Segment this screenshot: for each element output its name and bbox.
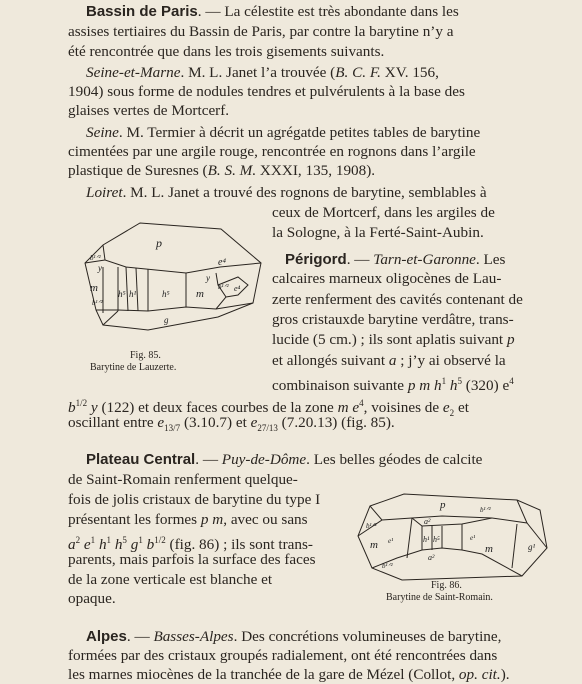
superscript: 1 bbox=[441, 376, 447, 386]
crystal-edge bbox=[136, 268, 138, 311]
text-line: formées par des cristaux groupés radialement, ont été rencontrées dans bbox=[68, 647, 498, 664]
locality: Seine-et-Marne bbox=[86, 64, 181, 81]
section-heading: Plateau Central bbox=[86, 451, 196, 468]
face-label: m bbox=[196, 288, 204, 300]
face-label: m bbox=[485, 543, 493, 555]
text-run: les marnes miocènes de la tranchée de la gare de Mézel (Collot, bbox=[68, 666, 459, 683]
subscript: 2 bbox=[449, 408, 455, 419]
crystal-edge bbox=[126, 267, 128, 311]
text-run: (fig. 86) ; ils sont trans- bbox=[165, 536, 313, 554]
face-label: e¹ bbox=[388, 537, 394, 545]
superscript: 1 bbox=[106, 535, 112, 545]
crystal-figure-86 bbox=[352, 488, 552, 588]
text-line: de la zone verticale est blanche et bbox=[68, 571, 273, 588]
face-label: b¹ᐟ² bbox=[90, 254, 101, 262]
face-label: e⁴ bbox=[218, 257, 226, 268]
text-line bbox=[68, 511, 308, 529]
text-run: lucide (5 cm.) ; ils sont aplatis suivant bbox=[272, 331, 507, 348]
text-line bbox=[285, 251, 505, 269]
locality: Basses-Alpes bbox=[153, 628, 234, 645]
text-run: . — bbox=[346, 251, 374, 268]
face-label: b¹ᐟ² bbox=[218, 283, 229, 291]
text-line bbox=[68, 414, 395, 437]
figure-85-caption: Barytine de Lauzerte. bbox=[90, 362, 177, 373]
text-run: , avec ou sans bbox=[223, 511, 308, 528]
text-line: la Sologne, à la Ferté-Saint-Aubin. bbox=[272, 224, 484, 241]
text-run: présentant les formes bbox=[68, 511, 201, 528]
face-label: y bbox=[206, 273, 210, 283]
subscript: 27/13 bbox=[257, 423, 278, 434]
text-line bbox=[272, 331, 515, 349]
section-heading: Alpes bbox=[86, 628, 127, 645]
symbol: b bbox=[142, 536, 155, 554]
text-line: de Saint-Romain renferment quelque- bbox=[68, 471, 298, 488]
text-line: cimentées par une argile rouge, rencontrée en rognons dans l’argile bbox=[68, 143, 476, 160]
face-label: a² bbox=[428, 553, 435, 562]
crystal-figure-85 bbox=[68, 205, 268, 345]
superscript: 5 bbox=[122, 535, 127, 545]
text-line: fois de jolis cristaux de barytine du type I bbox=[68, 491, 321, 508]
text-line: parents, mais parfois la surface des faces bbox=[68, 551, 316, 568]
face-label: h¹ bbox=[423, 535, 430, 544]
face-label: b¹ᐟ² bbox=[92, 299, 103, 307]
text-run: . M. L. Janet l’a trouvée ( bbox=[180, 64, 336, 81]
text-run: . — bbox=[195, 451, 222, 468]
text-line bbox=[86, 64, 439, 82]
face-label: b¹ᐟ² bbox=[366, 522, 377, 530]
text-line: glaises vertes de Mortcerf. bbox=[68, 102, 230, 119]
face-label: h¹ bbox=[129, 289, 137, 299]
symbol: e bbox=[80, 536, 91, 554]
text-run: XXXI, 135, 1908). bbox=[256, 162, 376, 179]
text-run: . — La célestite est très abondante dans les bbox=[197, 3, 459, 20]
face-label: p bbox=[440, 499, 446, 511]
text-line bbox=[86, 451, 482, 469]
section-heading: Bassin de Paris bbox=[86, 3, 198, 20]
text-run: (320) e bbox=[461, 377, 510, 395]
text-run: . Des concrétions volumineuses de barytine, bbox=[233, 628, 502, 645]
symbol: p m h bbox=[407, 377, 442, 395]
text-run: oscillant entre bbox=[68, 414, 158, 431]
superscript: 2 bbox=[75, 535, 81, 545]
symbol: m e bbox=[337, 399, 360, 417]
text-run: . M. Termier à décrit un agrégatde petites tables de barytine bbox=[118, 124, 481, 141]
citation: B. C. F. bbox=[335, 64, 381, 81]
symbol: p m bbox=[200, 511, 224, 528]
text-line bbox=[68, 666, 510, 684]
symbol: e bbox=[157, 414, 165, 431]
symbol: y bbox=[87, 399, 98, 417]
face-label: h⁵ bbox=[162, 289, 170, 299]
text-line bbox=[86, 628, 501, 646]
text-run: . — bbox=[126, 628, 154, 645]
figure-85-number: Fig. 85. bbox=[130, 350, 161, 361]
locality: Tarn-et-Garonne bbox=[373, 251, 476, 268]
text-run: (122) et deux faces courbes de la zone bbox=[97, 399, 338, 417]
symbol: h bbox=[446, 377, 458, 395]
text-line bbox=[68, 162, 375, 180]
crystal-edge bbox=[512, 524, 517, 568]
figure-86-caption: Barytine de Saint-Romain. bbox=[386, 592, 493, 603]
face-label: h⁵ bbox=[118, 289, 126, 299]
symbol: p bbox=[506, 331, 515, 348]
text-line: calcaires marneux oligocènes de Lau- bbox=[272, 270, 502, 287]
text-run: combinaison suivante bbox=[272, 377, 408, 395]
text-run: et bbox=[454, 399, 469, 417]
text-run: XV. 156, bbox=[380, 64, 439, 81]
text-run: . M. L. Janet a trouvé des rognons de barytine, semblables à bbox=[122, 184, 487, 201]
face-label: e⁴ bbox=[234, 284, 241, 293]
face-label: g bbox=[164, 315, 169, 325]
symbol: h bbox=[111, 536, 123, 554]
text-run: . Les belles géodes de calcite bbox=[306, 451, 483, 468]
symbol: a bbox=[388, 352, 397, 369]
crystal-edge bbox=[96, 303, 253, 311]
text-line: zerte renferment des cavités contenant de bbox=[272, 291, 523, 308]
face-label: h⁵ bbox=[433, 535, 440, 544]
text-line: été rencontrée que dans les trois gisements suivants. bbox=[68, 43, 385, 60]
text-line: opaque. bbox=[68, 590, 116, 607]
face-label: y bbox=[98, 263, 102, 273]
text-line: 1904) sous forme de nodules tendres et pulvérulents à la base des bbox=[68, 83, 465, 100]
symbol: a bbox=[68, 536, 76, 554]
text-run: , voisines de bbox=[363, 399, 443, 417]
crystal-edge bbox=[372, 548, 522, 576]
figure-86-number: Fig. 86. bbox=[431, 580, 462, 591]
face-label: a² bbox=[424, 517, 431, 526]
text-run: . Les bbox=[475, 251, 506, 268]
text-line bbox=[86, 184, 487, 202]
text-run: et allongés suivant bbox=[272, 352, 389, 369]
face-label: b¹ᐟ² bbox=[382, 562, 393, 570]
text-line bbox=[272, 372, 514, 395]
superscript: 1/2 bbox=[75, 398, 88, 408]
face-label: e¹ bbox=[470, 534, 476, 542]
superscript: 1/2 bbox=[154, 535, 166, 545]
crystal-edge bbox=[358, 516, 547, 548]
face-label: b¹ᐟ² bbox=[480, 506, 491, 514]
text-run: (7.20.13) (fig. 85). bbox=[277, 414, 395, 431]
crystal-edge bbox=[103, 311, 118, 325]
text-run: plastique de Suresnes ( bbox=[68, 162, 208, 179]
crystal-edge bbox=[103, 245, 261, 273]
superscript: 4 bbox=[509, 376, 514, 386]
text-run: ). bbox=[500, 666, 510, 683]
face-label: g¹ bbox=[528, 542, 536, 552]
text-line bbox=[272, 352, 506, 370]
superscript: 1 bbox=[138, 535, 143, 545]
crystal-outline bbox=[85, 223, 261, 330]
locality: Seine bbox=[86, 124, 119, 141]
crystal-edge bbox=[370, 506, 382, 520]
symbol: b bbox=[68, 399, 76, 417]
crystal-edge bbox=[216, 273, 226, 309]
symbol: e bbox=[442, 399, 450, 417]
superscript: 5 bbox=[457, 376, 462, 386]
subscript: 13/7 bbox=[164, 423, 181, 434]
citation: B. S. M. bbox=[207, 162, 257, 179]
text-line: gros cristauxde barytine verdâtre, trans- bbox=[272, 311, 514, 328]
text-line: ceux de Mortcerf, dans les argiles de bbox=[272, 204, 495, 221]
symbol: h bbox=[95, 536, 107, 554]
symbol: g bbox=[126, 536, 139, 554]
locality: Puy-de-Dôme bbox=[221, 451, 307, 468]
section-heading: Périgord bbox=[285, 251, 347, 268]
symbol: e bbox=[250, 414, 258, 431]
citation: op. cit. bbox=[458, 666, 501, 683]
text-run: (3.10.7) et bbox=[180, 414, 251, 431]
crystal-edge bbox=[407, 518, 412, 558]
text-run: ; j’y ai observé la bbox=[396, 352, 506, 369]
text-line: assises tertiaires du Bassin de Paris, par contre la barytine n’y a bbox=[68, 23, 454, 40]
face-label: m bbox=[370, 539, 378, 551]
superscript: 4 bbox=[359, 398, 364, 408]
text-line bbox=[86, 124, 480, 142]
locality: Loiret bbox=[86, 184, 123, 201]
face-label: m bbox=[90, 282, 98, 294]
face-label: p bbox=[156, 236, 162, 250]
superscript: 1 bbox=[90, 535, 96, 545]
text-line bbox=[86, 3, 459, 21]
